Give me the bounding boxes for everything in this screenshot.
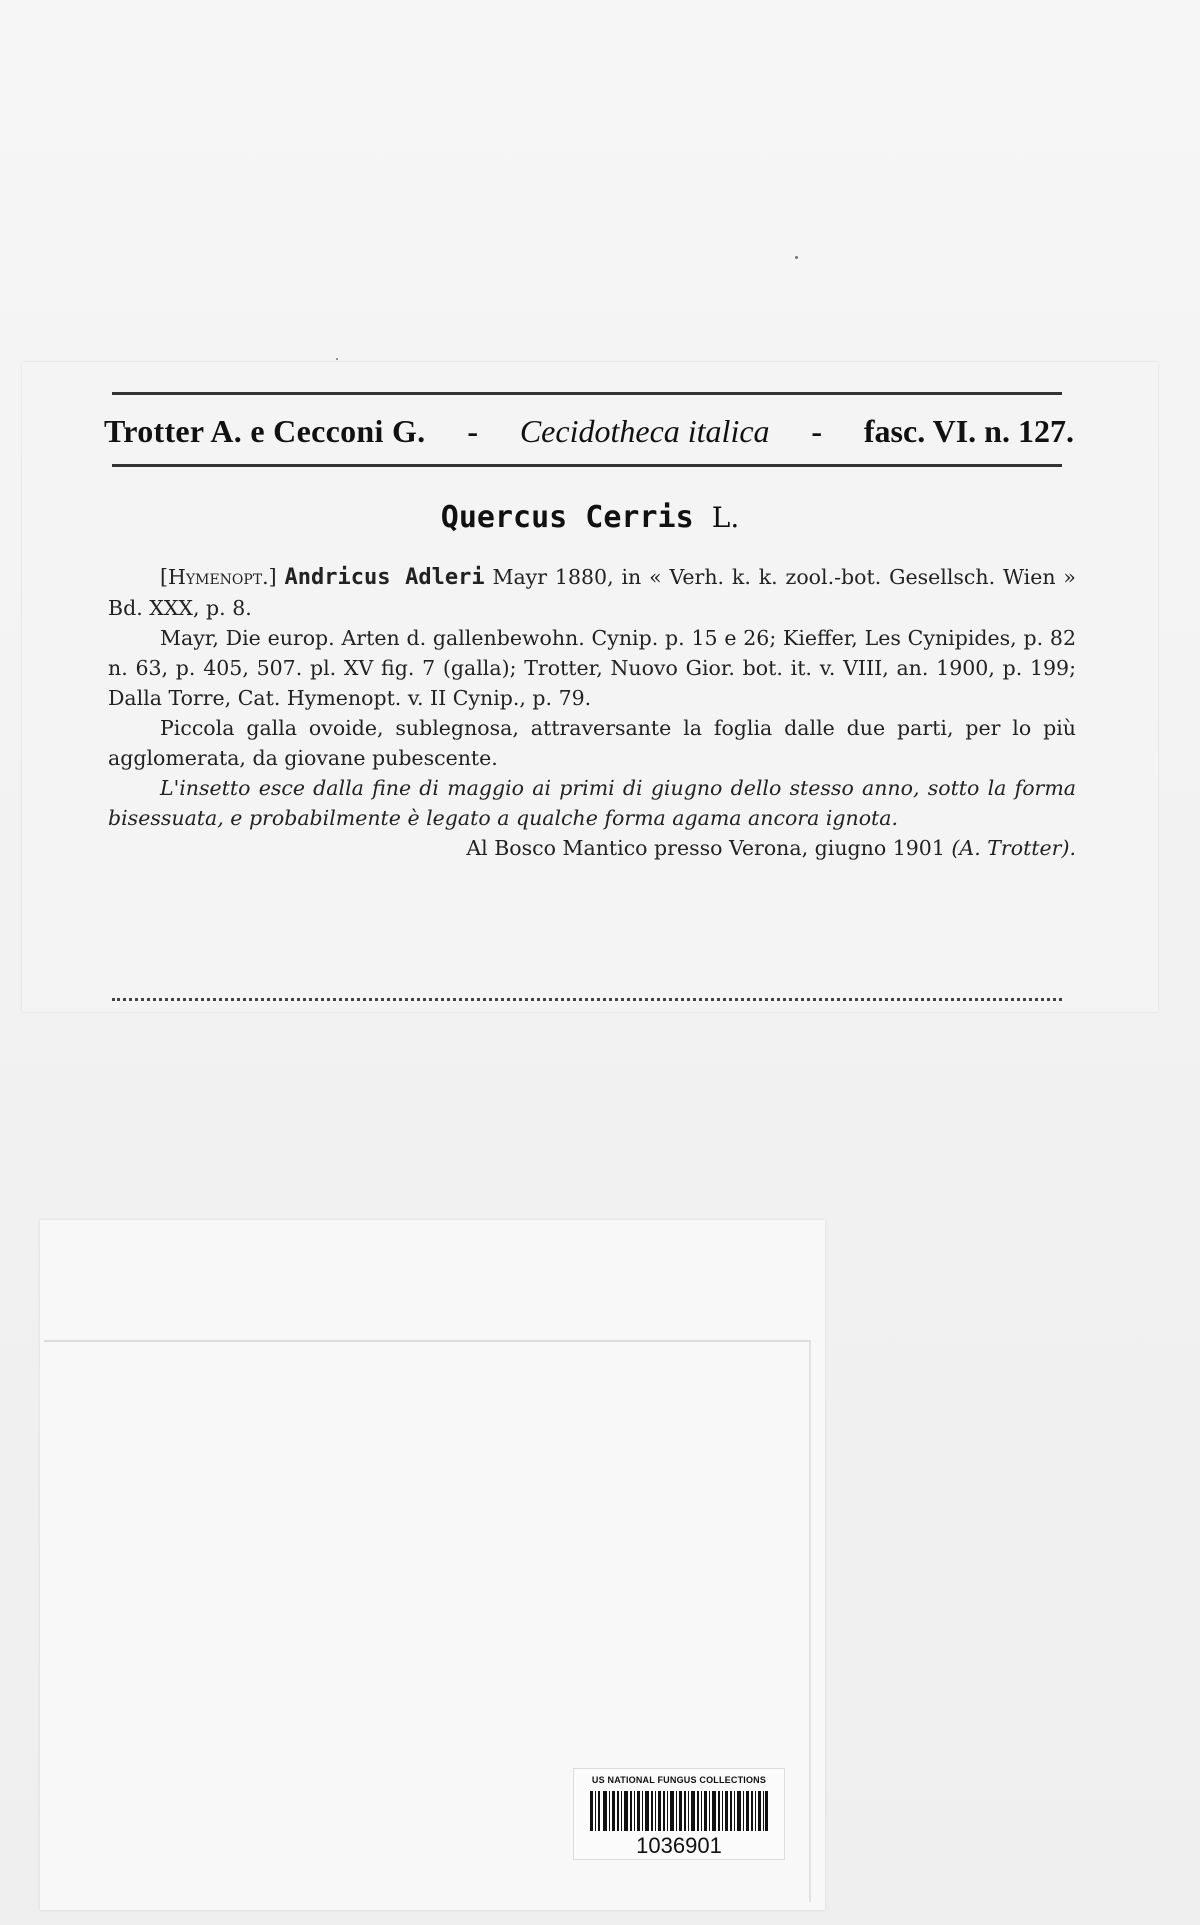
specimen-label xyxy=(22,362,1158,1012)
label-header xyxy=(104,402,1074,460)
barcode-number: 1036901 xyxy=(636,1833,722,1858)
header-separator: - xyxy=(467,412,478,449)
label-paragraph-description: Piccola galla ovoide, sublegnosa, attraversante la foglia dalle due parti, per lo più agglomerata, da giovane pubescente. xyxy=(108,716,1076,770)
host-species-author: L. xyxy=(711,501,740,534)
label-paragraph-literature: Mayr, Die europ. Arten d. gallenbewohn. Cynip. p. 15 e 26; Kieffer, Les Cynipides, p. 82 n. 63, p. 405, 507. pl. XV fig. 7 (galla); Trotter, Nuovo Gior. bot. it. v. VIII, an. 1900, p. 199; Dalla Torre, Cat. Hymenopt. v. II Cynip., p. 79. xyxy=(108,626,1076,710)
host-species xyxy=(22,500,1158,535)
gall-maker-name: Andricus Adleri xyxy=(284,565,485,590)
label-header-rule xyxy=(112,464,1062,467)
label-fascicle: fasc. VI. n. 127. xyxy=(863,412,1074,449)
paper-speck xyxy=(795,256,798,259)
label-body xyxy=(108,562,1076,863)
paper-speck xyxy=(336,358,338,360)
taxon-citation: Mayr 1880, in « Verh. k. k. zool.-bot. Gesellsch. Wien » Bd. XXX, p. 8. xyxy=(108,565,1076,620)
header-separator: - xyxy=(811,412,823,449)
label-series-title: Cecidotheca italica xyxy=(519,412,770,449)
label-paragraph-biology: L'insetto esce dalla fine di maggio ai primi di giugno dello stesso anno, sotto la forma bisessuata, e probabilmente è legato a qualche forma agama ancora ignota. xyxy=(108,776,1076,830)
barcode-label xyxy=(573,1768,785,1860)
label-paragraph-taxon xyxy=(108,562,1076,623)
insect-order: [Hymenopt.] xyxy=(160,565,277,589)
locality-text: Al Bosco Mantico presso Verona, giugno 1901 xyxy=(466,836,945,860)
host-species-name: Quercus Cerris xyxy=(440,500,694,535)
collector-name: (A. Trotter). xyxy=(951,836,1076,860)
barcode-icon xyxy=(590,1791,768,1831)
label-bottom-dotted-rule xyxy=(112,998,1062,1001)
label-authors: Trotter A. e Cecconi G. xyxy=(104,412,426,449)
label-top-rule xyxy=(112,392,1062,395)
label-locality xyxy=(108,833,1076,863)
barcode-collection-name: US NATIONAL FUNGUS COLLECTIONS xyxy=(591,1775,767,1785)
